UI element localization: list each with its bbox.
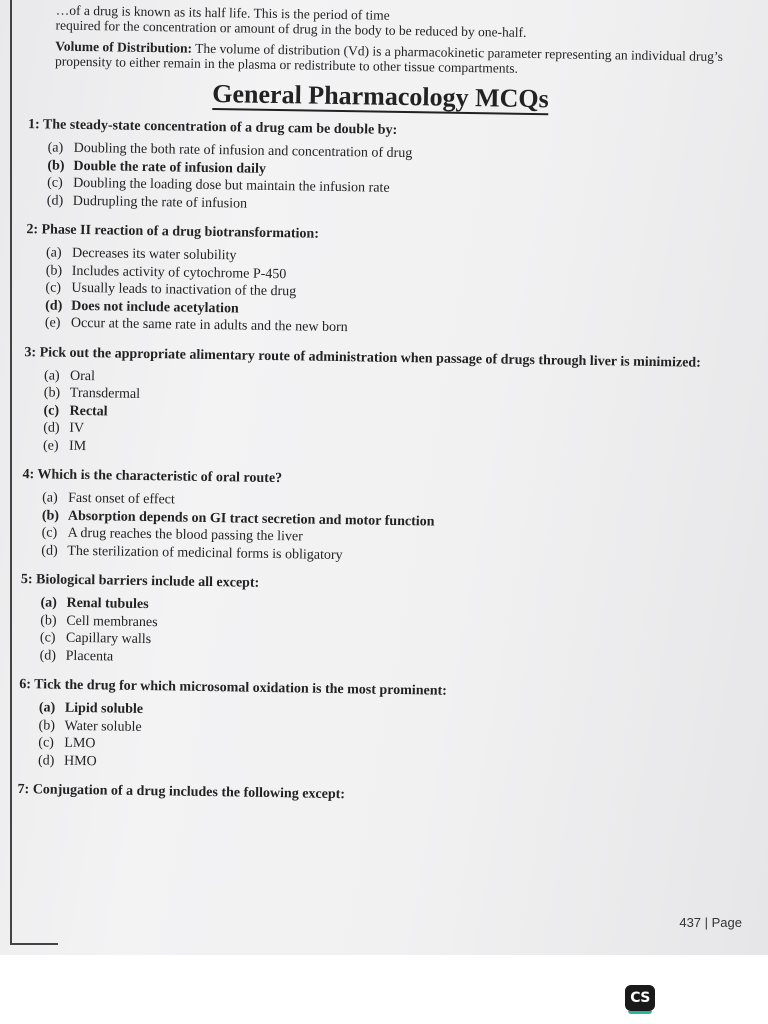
option-letter: (e): [42, 437, 59, 454]
question-block: [10, 676, 731, 780]
option-letter: (a): [43, 367, 60, 384]
page-content: [9, 0, 742, 821]
question-block: [19, 116, 740, 220]
margin-rule-foot: [10, 943, 58, 945]
option-text: LMO: [64, 735, 96, 752]
option-letter: (c): [41, 525, 58, 541]
option-text: Doubling the loading dose but maintain the infusion rate: [73, 175, 390, 196]
question-text: 1: The steady-state concentration of a drug cam be double by:: [27, 117, 398, 138]
question-text: 5: Biological barriers include all except:: [20, 572, 260, 591]
page-number: 437 | Page: [679, 915, 742, 930]
option-letter: (a): [38, 700, 56, 716]
option-list: [15, 366, 736, 465]
option-text: IV: [69, 420, 85, 437]
question-text: 4: Which is the characteristic of oral route?: [22, 467, 283, 487]
half-life-prefix: …of a drug is known as its half life. This is the period of time: [55, 2, 390, 23]
section-title-text: General Pharmacology MCQs: [212, 79, 549, 114]
option-letter: (b): [41, 507, 60, 524]
option-text: The sterilization of medicinal forms is obligatory: [67, 543, 343, 563]
option-list: [19, 139, 740, 220]
option-text: Usually leads to inactivation of the drug: [71, 280, 297, 300]
option-letter: (d): [41, 542, 58, 559]
option-letter: (b): [40, 612, 57, 629]
option-letter: (a): [42, 490, 58, 506]
half-life-text: [55, 3, 741, 44]
option-text: Doubling the both rate of infusion and concentration of drug: [73, 140, 413, 162]
option-text: Capillary walls: [65, 630, 152, 648]
option-letter: (d): [45, 297, 63, 314]
option-letter: (c): [45, 280, 62, 296]
question-text: 6: Tick the drug for which microsomal oxidation is the most prominent:: [19, 677, 447, 699]
option-letter: (d): [46, 192, 64, 209]
half-life-line: required for the concentration or amount of drug in the body to be reduced by one-half.: [55, 17, 527, 40]
option-letter: (c): [38, 735, 54, 751]
question-block: [13, 466, 734, 570]
section-title: [20, 76, 740, 117]
option-text: Placenta: [65, 648, 114, 665]
option-text: Transdermal: [69, 385, 141, 402]
question-block: [15, 343, 737, 465]
option-text: Oral: [69, 368, 96, 384]
question-list: [9, 116, 740, 809]
option-text: Lipid soluble: [64, 700, 144, 717]
option-text: IM: [68, 438, 87, 454]
intro-section: [55, 3, 742, 80]
option-letter: (a): [47, 140, 64, 156]
question-text: 3: Pick out the appropriate alimentary route of administration when passage of drugs through liver is minimized:: [24, 344, 701, 371]
option-text: HMO: [63, 753, 97, 769]
option-letter: (c): [47, 175, 63, 191]
option-letter: (a): [40, 595, 57, 611]
option-letter: (b): [38, 717, 56, 734]
option-text: A drug reaches the blood passing the liver: [67, 525, 303, 545]
option-letter: (c): [39, 630, 56, 646]
option-letter: (c): [43, 402, 60, 419]
option-letter: (a): [45, 245, 62, 261]
option-text: Occur at the same rate in adults and the new born: [70, 315, 348, 336]
option-list: [13, 489, 734, 570]
option-list: [12, 594, 733, 675]
option-letter: (b): [45, 262, 63, 279]
question-block: [12, 571, 733, 675]
option-list: [10, 699, 731, 780]
option-text: Does not include acetylation: [71, 298, 239, 316]
vd-definition: The volume of distribution (Vd) is a pharmacokinetic parameter representing an individual drug’s propensity to either remain in the plasma or redistribute to other tissue compartments.: [54, 40, 724, 76]
option-text: Rectal: [69, 403, 108, 419]
option-letter: (d): [37, 752, 55, 769]
question-text: 2: Phase II reaction of a drug biotransformation:: [26, 222, 320, 242]
option-text: Water soluble: [64, 718, 142, 735]
option-letter: (b): [47, 157, 65, 174]
option-list: [17, 244, 738, 343]
volume-distribution-text: [55, 39, 741, 80]
question-block: [17, 221, 739, 343]
option-letter: (b): [43, 385, 61, 401]
option-letter: (d): [43, 420, 60, 436]
question-text: 7: Conjugation of a drug includes the following except:: [17, 782, 346, 803]
vd-label: Volume of Distribution:: [55, 38, 193, 56]
option-text: Cell membranes: [66, 613, 158, 630]
option-text: Fast onset of effect: [68, 490, 175, 508]
option-letter: (d): [39, 647, 57, 664]
camscanner-logo: CS: [625, 985, 655, 1011]
option-text: Dudrupling the rate of infusion: [72, 193, 248, 212]
option-letter: (e): [44, 315, 61, 331]
option-text: Absorption depends on GI tract secretion and motor function: [67, 508, 435, 530]
option-text: Includes activity of cytochrome P-450: [71, 263, 287, 282]
question-block: [9, 781, 729, 809]
option-text: Decreases its water solubility: [71, 245, 237, 264]
option-text: Renal tubules: [66, 595, 149, 613]
option-text: Double the rate of infusion daily: [73, 158, 267, 177]
